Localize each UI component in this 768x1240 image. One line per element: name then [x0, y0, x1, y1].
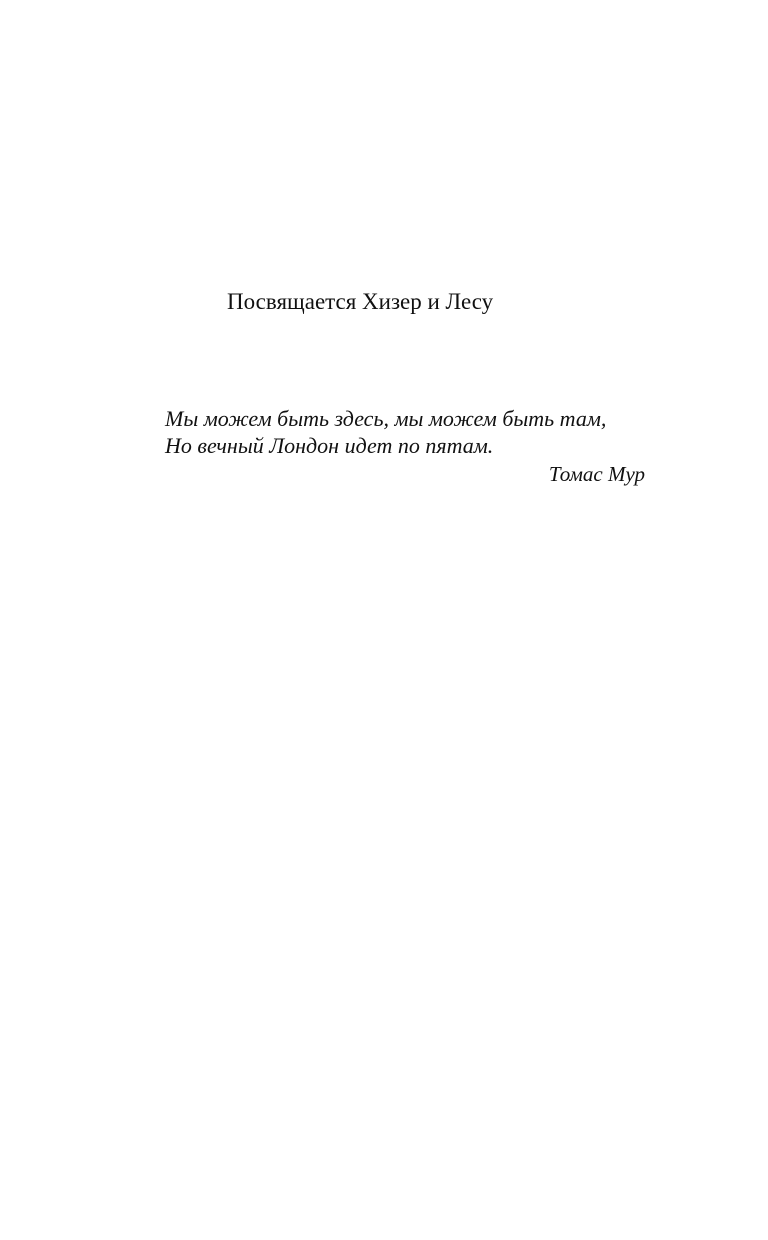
epigraph [165, 405, 645, 488]
epigraph-line: Мы можем быть здесь, мы можем быть там, [165, 406, 607, 431]
epigraph-author: Томас Мур [548, 462, 645, 486]
dedication-text: Посвящается Хизер и Лесу [227, 289, 494, 314]
epigraph-line: Но вечный Лондон идет по пятам. [165, 433, 494, 458]
